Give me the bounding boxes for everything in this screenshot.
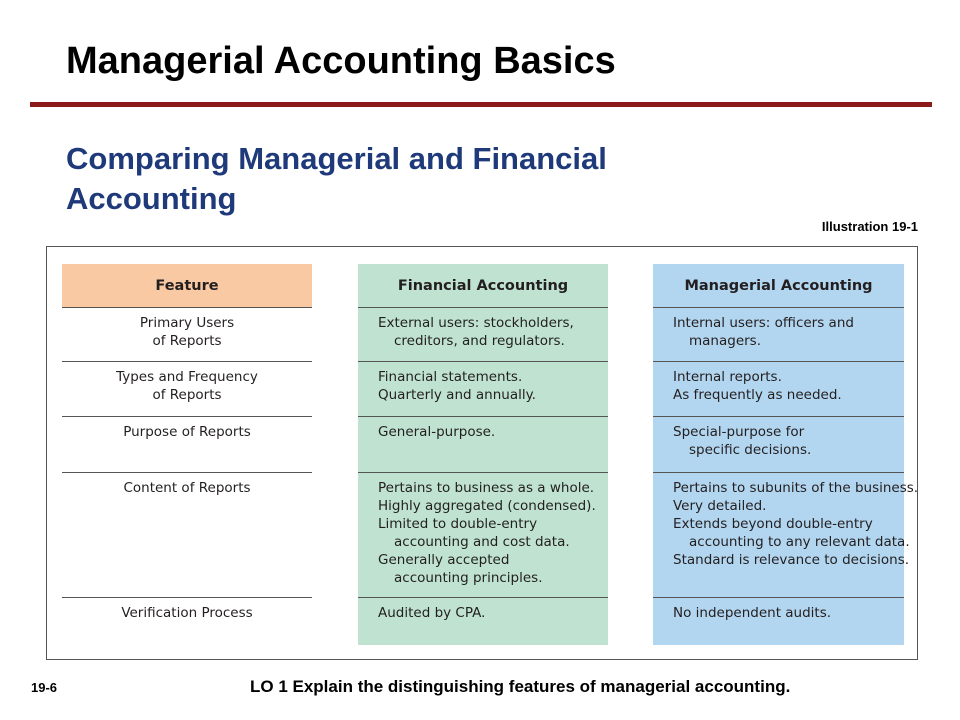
- cell-line: Content of Reports: [123, 480, 251, 496]
- cell-line: Special-purpose for: [673, 424, 805, 440]
- managerial-cell-types-frequency: [653, 362, 904, 417]
- cell-line: Primary Users: [139, 315, 235, 331]
- cell-line: Internal reports.: [673, 369, 782, 385]
- cell-line: Audited by CPA.: [378, 605, 486, 621]
- managerial-column: [653, 264, 919, 645]
- managerial-header: Managerial Accounting: [653, 264, 904, 308]
- financial-header: Financial Accounting: [358, 264, 608, 308]
- cell-line: As frequently as needed.: [673, 387, 842, 403]
- financial-cell-verification: [358, 598, 608, 645]
- feature-header: Feature: [62, 264, 312, 308]
- slide-number: 19-6: [31, 680, 58, 695]
- cell-line: Financial statements.: [378, 369, 523, 385]
- cell-line: accounting and cost data.: [394, 534, 570, 550]
- slide-subtitle: Comparing Managerial and Financial Accounting: [66, 141, 607, 216]
- learning-objective-footer: LO 1 Explain the distinguishing features of managerial accounting.: [250, 677, 791, 696]
- managerial-cell-purpose: [653, 417, 904, 473]
- managerial-cell-primary-users: [653, 308, 904, 362]
- illustration-label: Illustration 19-1: [821, 219, 918, 234]
- feature-cell-content: [62, 473, 312, 598]
- title-divider: [30, 102, 932, 107]
- slide-title: Managerial Accounting Basics: [66, 40, 616, 82]
- cell-line: of Reports: [152, 387, 222, 403]
- feature-cell-types-frequency: [62, 362, 312, 417]
- cell-line: Quarterly and annually.: [378, 387, 536, 403]
- cell-line: Generally accepted: [378, 552, 510, 568]
- cell-line: Pertains to business as a whole.: [378, 480, 595, 496]
- feature-cell-primary-users: [62, 308, 312, 362]
- cell-line: of Reports: [152, 333, 222, 349]
- cell-line: Extends beyond double-entry: [673, 516, 873, 532]
- cell-line: accounting principles.: [394, 570, 543, 586]
- managerial-cell-content: [653, 473, 919, 598]
- feature-cell-purpose: [62, 417, 312, 473]
- financial-cell-types-frequency: [358, 362, 608, 417]
- cell-line: accounting to any relevant data.: [689, 534, 910, 550]
- cell-line: Standard is relevance to decisions.: [673, 552, 910, 568]
- cell-line: Types and Frequency: [116, 369, 258, 385]
- feature-column: [62, 264, 312, 645]
- cell-line: No independent audits.: [673, 605, 832, 621]
- cell-line: specific decisions.: [689, 442, 812, 458]
- cell-line: creditors, and regulators.: [394, 333, 565, 349]
- cell-line: External users: stockholders,: [378, 315, 574, 331]
- cell-line: Limited to double-entry: [378, 516, 538, 532]
- financial-cell-primary-users: [358, 308, 608, 362]
- cell-line: Internal users: officers and: [673, 315, 854, 331]
- cell-line: Verification Process: [121, 605, 253, 621]
- cell-line: managers.: [689, 333, 762, 349]
- feature-cell-verification: [62, 598, 312, 645]
- cell-line: Pertains to subunits of the business.: [673, 480, 919, 496]
- cell-line: Purpose of Reports: [123, 424, 251, 440]
- cell-line: Very detailed.: [673, 498, 767, 514]
- financial-cell-content: [358, 473, 608, 598]
- cell-line: Highly aggregated (condensed).: [378, 498, 596, 514]
- cell-line: General-purpose.: [378, 424, 496, 440]
- managerial-cell-verification: [653, 598, 904, 645]
- financial-cell-purpose: [358, 417, 608, 473]
- financial-column: [358, 264, 608, 645]
